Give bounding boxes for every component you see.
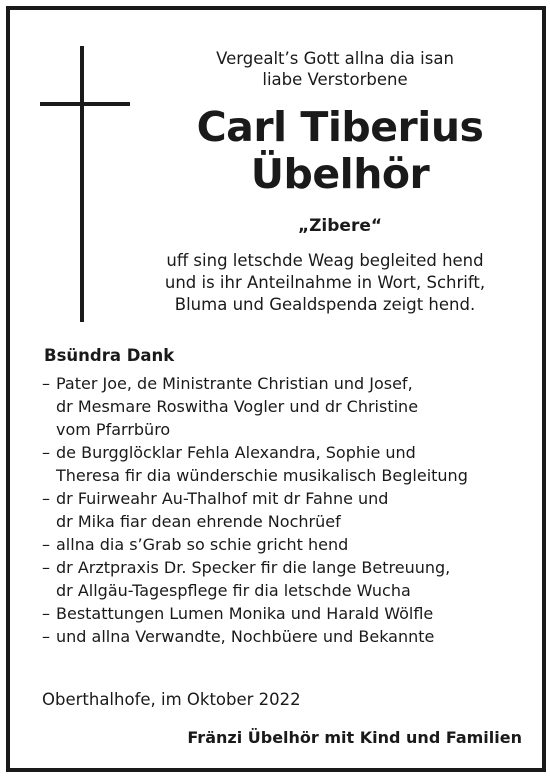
list-item: [42, 372, 532, 441]
list-line: vom Pfarrbüro: [56, 420, 171, 439]
intro-line: liabe Verstorbene: [262, 70, 408, 89]
list-line: Pater Joe, de Ministrante Christian und Josef,: [56, 374, 413, 393]
cross-icon: [40, 46, 130, 322]
list-item: [42, 533, 532, 556]
list-line: Bestattungen Lumen Monika und Harald Wölfle: [56, 604, 434, 623]
thanks-intro: [140, 250, 510, 316]
list-item: [42, 487, 532, 533]
thanks-list: [42, 372, 532, 648]
list-line: Theresa fir dia wünderschie musikalisch Begleitung: [56, 466, 468, 485]
thanks-line: uff sing letschde Weag begleited hend: [166, 251, 484, 270]
intro-line: Vergealt’s Gott allna dia isan: [216, 49, 454, 68]
name-line: Carl Tiberius: [196, 103, 484, 151]
section-title: Bsündra Dank: [44, 346, 175, 365]
deceased-name: [160, 104, 520, 198]
list-line: dr Mika fiar dean ehrende Nochrüef: [56, 512, 341, 531]
thanks-line: und is ihr Anteilnahme in Wort, Schrift,: [164, 273, 486, 292]
intro-text: [200, 48, 470, 90]
obituary-card: [6, 6, 546, 772]
list-line: und allna Verwandte, Nochbüere und Bekannte: [56, 627, 435, 646]
list-line: dr Arztpraxis Dr. Specker fir die lange Betreuung,: [56, 558, 451, 577]
dash: –: [42, 443, 50, 462]
dash: –: [42, 374, 50, 393]
dash: –: [42, 604, 50, 623]
dash: –: [42, 627, 50, 646]
dash: –: [42, 535, 50, 554]
list-line: allna dia s’Grab so schie gricht hend: [56, 535, 349, 554]
place-date: Oberthalhofe, im Oktober 2022: [42, 690, 301, 709]
dash: –: [42, 558, 50, 577]
list-line: dr Mesmare Roswitha Vogler und dr Christine: [56, 397, 419, 416]
list-item: [42, 556, 532, 602]
list-line: dr Allgäu-Tagespflege fir dia letschde Wucha: [56, 581, 411, 600]
thanks-line: Bluma und Gealdspenda zeigt hend.: [174, 295, 476, 314]
name-line: Übelhör: [250, 150, 430, 198]
list-item: [42, 602, 532, 625]
signature: Fränzi Übelhör mit Kind und Familien: [187, 728, 522, 747]
list-line: dr Fuirweahr Au-Thalhof mit dr Fahne und: [56, 489, 389, 508]
list-item: [42, 441, 532, 487]
list-line: de Burgglöcklar Fehla Alexandra, Sophie und: [56, 443, 416, 462]
dash: –: [42, 489, 50, 508]
list-item: [42, 625, 532, 648]
nickname: „Zibere“: [297, 216, 383, 236]
